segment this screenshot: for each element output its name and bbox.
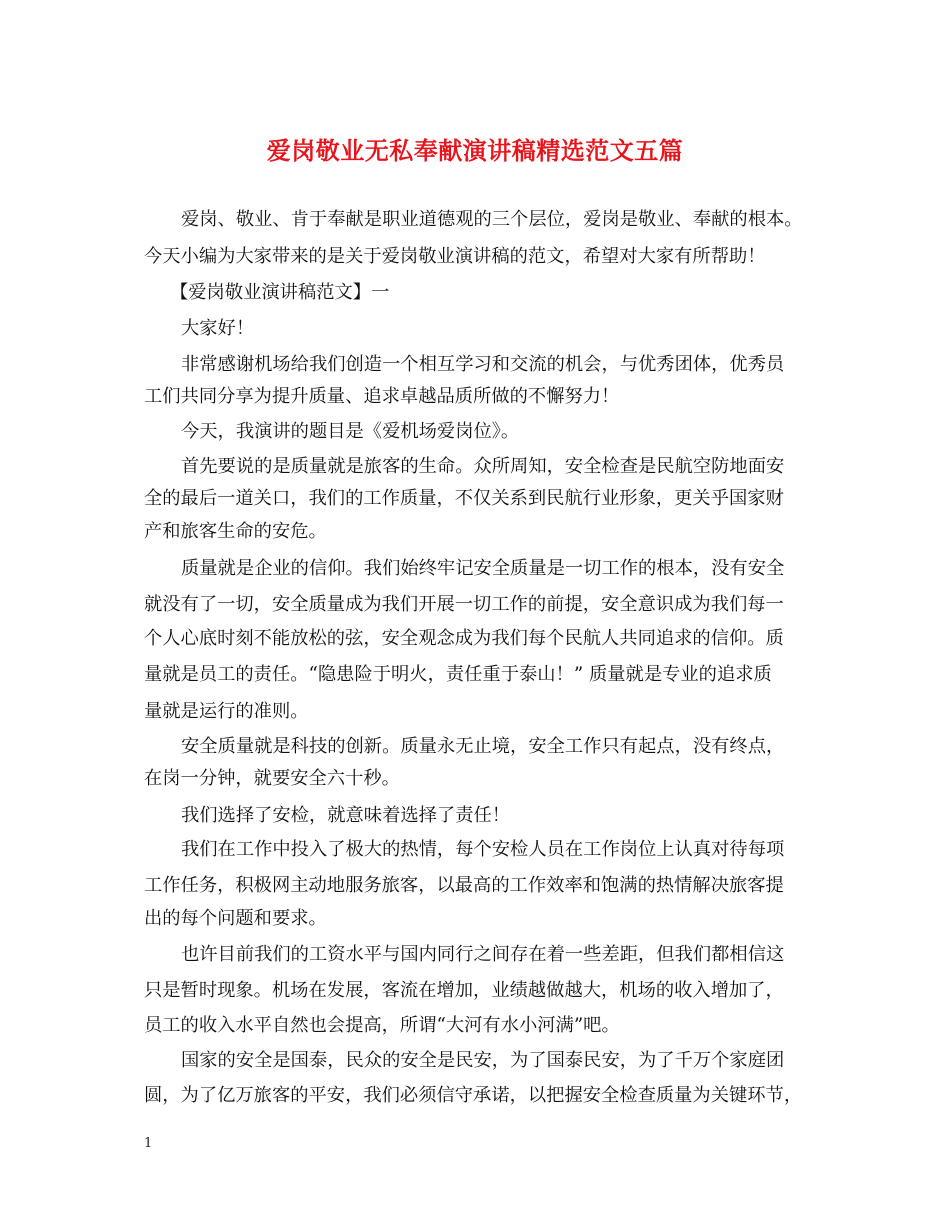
text-line: 安全质量就是科技的创新。质量永无止境，安全工作只有起点，没有终点， bbox=[181, 736, 785, 757]
text-line: 出的每个问题和要求。 bbox=[144, 908, 327, 929]
page-number: 1 bbox=[144, 1136, 153, 1151]
text-line: 我们在工作中投入了极大的热情，每个安检人员在工作岗位上认真对待每项 bbox=[181, 839, 785, 860]
text-line: 只是暂时现象。机场在发展，客流在增加，业绩越做越大，机场的收入增加了， bbox=[144, 980, 784, 1001]
text-line: 今天，我演讲的题目是《爱机场爱岗位》。 bbox=[181, 421, 520, 442]
text-line: 也许目前我们的工资水平与国内同行之间存在着一些差距，但我们都相信这 bbox=[181, 944, 785, 965]
text-line: 在岗一分钟，就要安全六十秒。 bbox=[144, 768, 400, 789]
text-line: 个人心底时刻不能放松的弦，安全观念成为我们每个民航人共同追求的信仰。质 bbox=[144, 628, 784, 649]
text-line: 工们共同分享为提升质量、追求卓越品质所做的不懈努力！ bbox=[144, 386, 620, 407]
text-line: 量就是运行的准则。 bbox=[144, 701, 309, 722]
text-line: 非常感谢机场给我们创造一个相互学习和交流的机会，与优秀团体，优秀员 bbox=[181, 354, 785, 375]
document-title: 爱岗敬业无私奉献演讲稿精选范文五篇 bbox=[266, 136, 684, 165]
text-line: 就没有了一切，安全质量成为我们开展一切工作的前提，安全意识成为我们每一 bbox=[144, 594, 784, 615]
text-line: 首先要说的是质量就是旅客的生命。众所周知，安全检查是民航空防地面安 bbox=[181, 456, 785, 477]
text-line: 产和旅客生命的安危。 bbox=[144, 521, 327, 542]
text-line: 质量就是企业的信仰。我们始终牢记安全质量是一切工作的根本，没有安全 bbox=[181, 558, 785, 579]
text-line: 大家好！ bbox=[181, 318, 255, 339]
text-line: 全的最后一道关口，我们的工作质量，不仅关系到民航行业形象，更关乎国家财 bbox=[144, 488, 784, 509]
text-line: 量就是员工的责任。“隐患险于明火，责任重于泰山！” 质量就是专业的追求质 bbox=[144, 664, 772, 685]
text-line: 爱岗、敬业、肯于奉献是职业道德观的三个层位，爱岗是敬业、奉献的根本。 bbox=[181, 209, 803, 230]
text-line: 员工的收入水平自然也会提高，所谓“大河有水小河满”吧。 bbox=[144, 1015, 620, 1036]
text-line: 圆，为了亿万旅客的平安，我们必须信守承诺，以把握安全检查质量为关键环节， bbox=[144, 1085, 803, 1106]
text-line: 工作任务，积极网主动地服务旅客，以最高的工作效率和饱满的热情解决旅客提 bbox=[144, 875, 784, 896]
text-line: 我们选择了安检，就意味着选择了责任！ bbox=[181, 805, 511, 826]
text-line: 今天小编为大家带来的是关于爱岗敬业演讲稿的范文，希望对大家有所帮助！ bbox=[144, 246, 766, 267]
text-line: 【爱岗敬业演讲稿范文】一 bbox=[170, 282, 390, 303]
text-line: 国家的安全是国泰，民众的安全是民安，为了国泰民安，为了千万个家庭团 bbox=[181, 1050, 785, 1071]
